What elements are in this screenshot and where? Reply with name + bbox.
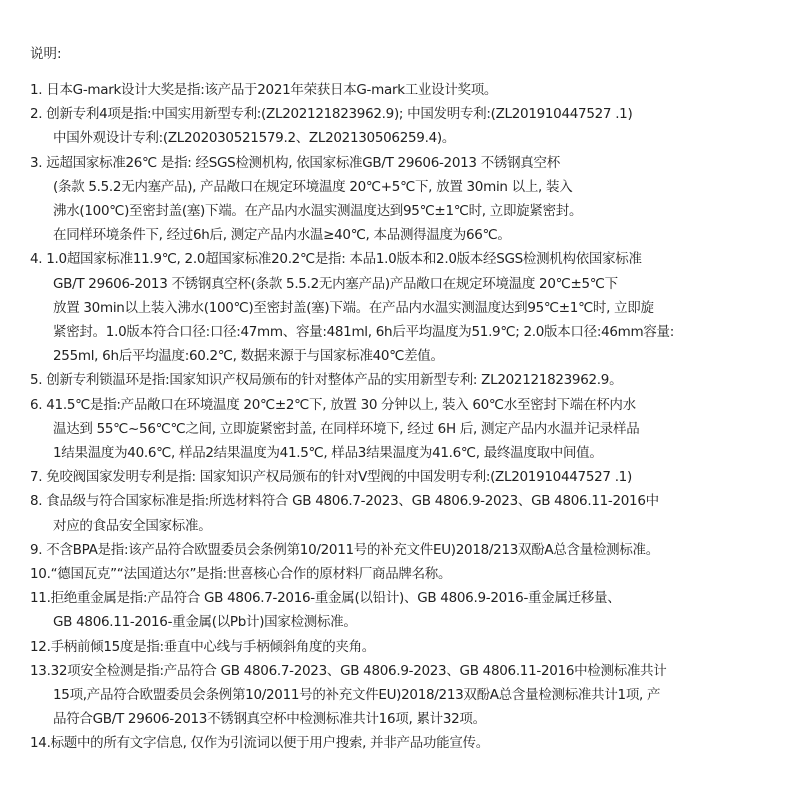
note-line: 对应的食品安全国家标准。	[53, 517, 212, 534]
note-line: 8. 食品级与符合国家标准是指:所选材料符合 GB 4806.7-2023、GB 4806.9-2023、GB 4806.11-2016中	[30, 493, 659, 510]
note-line: 15项,产品符合欧盟委员会条例第10/2011号的补充文件EU)2018/213双酚A总含量检测标准共计1项, 产	[53, 687, 661, 703]
note-line: 紧密封。1.0版本符合口径:口径:47mm、容量:481ml, 6h后平均温度为51.9℃; 2.0版本口径:46mm容量:	[53, 324, 674, 340]
note-line: 4. 1.0超国家标准11.9℃, 2.0超国家标准20.2℃是指: 本品1.0版本和2.0版本经SGS检测机构依国家标准	[30, 251, 642, 268]
note-line: 9. 不含BPA是指:该产品符合欧盟委员会条例第10/2011号的补充文件EU)2018/213双酚A总含量检测标准。	[30, 541, 659, 558]
note-line: 1结果温度为40.6℃, 样品2结果温度为41.5℃, 样品3结果温度为41.6℃, 最终温度取中间值。	[53, 445, 603, 461]
note-line: (条款 5.5.2无内塞产品), 产品敞口在规定环境温度 20℃+5℃下, 放置 30min 以上, 装入	[53, 178, 573, 195]
note-line: 品符合GB/T 29606-2013不锈钢真空杯中检测标准共计16项, 累计32项。	[53, 711, 486, 728]
note-line: 2. 创新专利4项是指:中国实用新型专利:(ZL202121823962.9); 中国发明专利:(ZL201910447527 .1)	[30, 106, 633, 123]
note-line: 温达到 55℃~56℃℃之间, 立即旋紧密封盖, 在同样环境下, 经过 6H 后, 测定产品内水温并记录样品	[53, 420, 640, 437]
note-line: 放置 30min以上装入沸水(100℃)至密封盖(塞)下端。在产品内水温实测温度达到95℃±1℃时, 立即旋	[53, 299, 654, 316]
note-line: 10.“德国瓦克”“法国道达尔”是指:世喜核心合作的原材料厂商品牌名称。	[30, 566, 452, 582]
note-line: 255ml, 6h后平均温度:60.2℃, 数据来源于与国家标准40℃差值。	[53, 348, 444, 365]
note-line: 1. 日本G-mark设计大奖是指:该产品于2021年荣获日本G-mark工业设计奖项。	[30, 82, 498, 98]
heading: 说明:	[30, 46, 62, 62]
note-line: 14.标题中的所有文字信息, 仅作为引流词以便于用户搜索, 并非产品功能宣传。	[30, 735, 489, 752]
note-line: 12.手柄前倾15度是指:垂直中心线与手柄倾斜角度的夹角。	[30, 638, 375, 655]
note-line: GB 4806.11-2016-重金属(以Pb计)国家检测标准。	[53, 614, 357, 631]
note-line: 5. 创新专利锁温环是指:国家知识产权局颁布的针对整体产品的实用新型专利: ZL202121823962.9。	[30, 372, 623, 389]
note-line: 7. 免咬阀国家发明专利是指: 国家知识产权局颁布的针对V型阀的中国发明专利:(ZL201910447527 .1)	[30, 469, 632, 486]
note-line: 6. 41.5℃是指:产品敞口在环境温度 20℃±2℃下, 放置 30 分钟以上, 装入 60℃水至密封下端在杯内水	[30, 396, 636, 413]
note-line: 13.32项安全检测是指:产品符合 GB 4806.7-2023、GB 4806.9-2023、GB 4806.11-2016中检测标准共计	[30, 662, 667, 679]
note-line: 沸水(100℃)至密封盖(塞)下端。在产品内水温实测温度达到95℃±1℃时, 立即旋紧密封。	[53, 203, 583, 219]
note-line: 11.拒绝重金属是指:产品符合 GB 4806.7-2016-重金属(以铅计)、GB 4806.9-2016-重金属迁移量、	[30, 590, 621, 607]
note-line: 中国外观设计专利:(ZL202030521579.2、ZL202130506259.4)。	[53, 130, 456, 147]
note-line: 在同样环境条件下, 经过6h后, 测定产品内水温≥40℃, 本品测得温度为66℃。	[53, 227, 511, 244]
note-line: 3. 远超国家标准26℃ 是指: 经SGS检测机构, 依国家标准GB/T 29606-2013 不锈钢真空杯	[30, 154, 560, 171]
note-line: GB/T 29606-2013 不锈钢真空杯(条款 5.5.2无内塞产品)产品敞口在规定环境温度 20℃±5℃下	[53, 275, 618, 292]
